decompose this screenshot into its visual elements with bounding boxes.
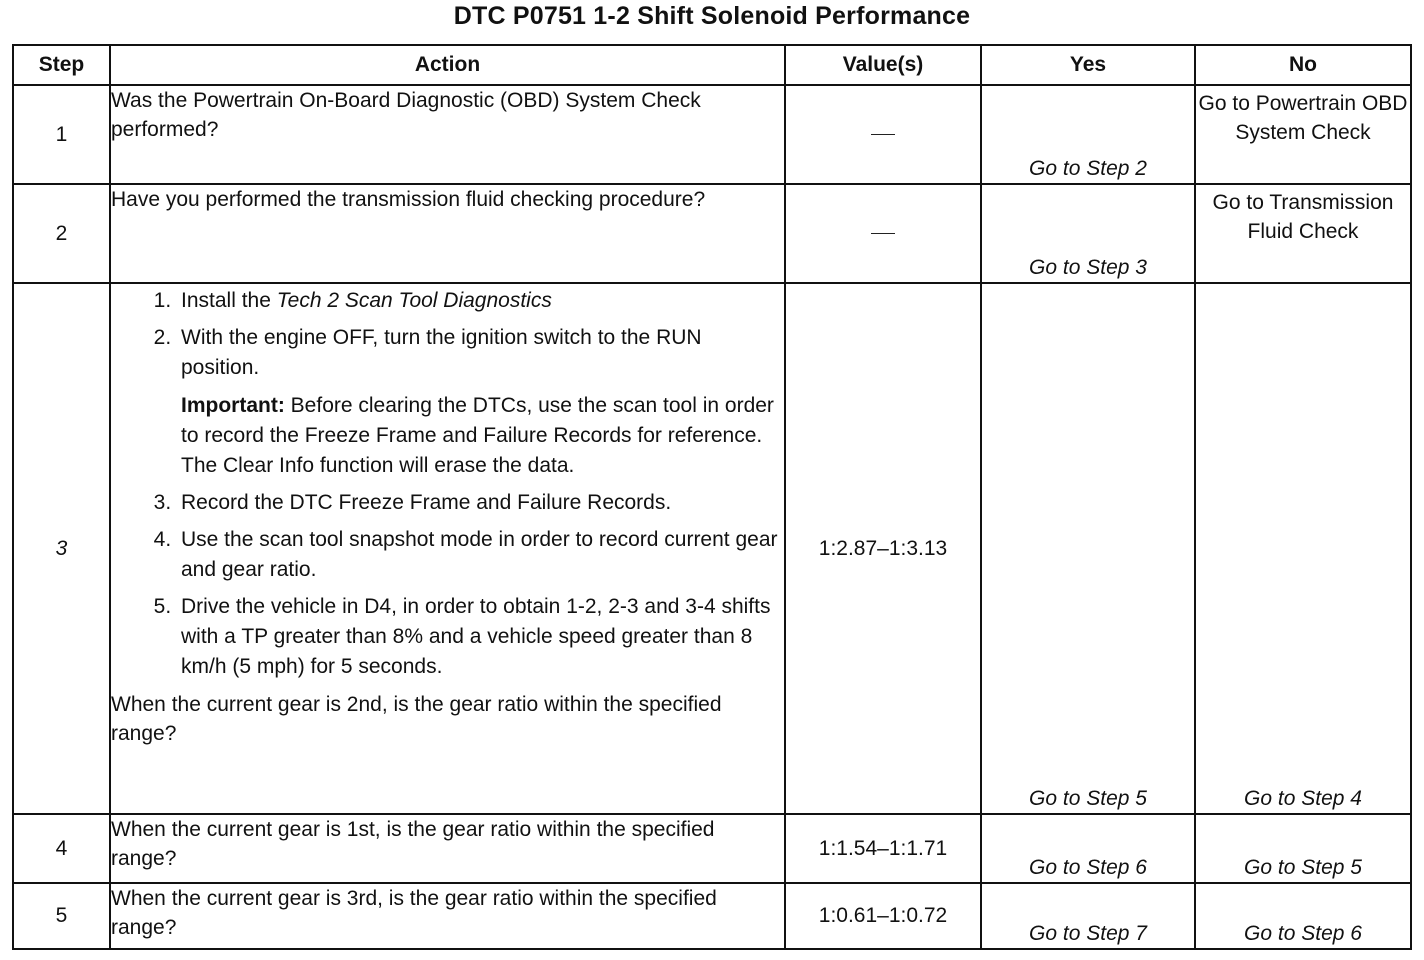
action-text: When the current gear is 3rd, is the gear ratio within the specified range? <box>110 883 785 949</box>
header-yes: Yes <box>981 45 1195 85</box>
substep-text: Drive the vehicle in D4, in order to obtain 1-2, 2-3 and 3-4 shifts with a TP greater than 8% and a vehicle speed greater than 8 km/h (5 mph) for 5 seconds. <box>181 595 771 678</box>
goto-link[interactable]: Go to Step 5 <box>1244 856 1362 879</box>
value-cell: 1:0.61–1:0.72 <box>785 883 981 949</box>
step-number: 3 <box>13 283 110 814</box>
action-text: Was the Powertrain On-Board Diagnostic (OBD) System Check performed? <box>110 85 785 184</box>
goto-link[interactable]: Go to Step 7 <box>1029 922 1147 945</box>
document-title: DTC P0751 1-2 Shift Solenoid Performance <box>453 2 971 30</box>
tool-name: Tech 2 Scan Tool Diagnostics <box>276 289 552 312</box>
value-cell <box>785 85 981 184</box>
goto-link[interactable]: Go to Step 6 <box>1029 856 1147 879</box>
substep-text: Install the <box>181 289 271 312</box>
table-row <box>13 883 1411 949</box>
dash-mark <box>871 233 895 234</box>
header-action: Action <box>110 45 785 85</box>
diagnostic-table <box>12 44 1412 950</box>
action-text <box>110 283 785 814</box>
yes-cell <box>981 283 1195 814</box>
question-text: When the current gear is 2nd, is the gear ratio within the specified range? <box>111 693 722 745</box>
value-cell <box>785 184 981 283</box>
no-cell <box>1195 283 1411 814</box>
header-values: Value(s) <box>785 45 981 85</box>
yes-cell <box>981 814 1195 883</box>
yes-cell <box>981 883 1195 949</box>
step-number: 4 <box>13 814 110 883</box>
table-row <box>13 283 1411 814</box>
step-number: 5 <box>13 883 110 949</box>
important-text: Before clearing the DTCs, use the scan tool in order to record the Freeze Frame and Failure Records for reference. The Clear Info function will erase the data. <box>181 394 774 477</box>
step-number: 1 <box>13 85 110 184</box>
value-cell: 1:2.87–1:3.13 <box>785 283 981 814</box>
header-row <box>13 45 1411 85</box>
no-cell <box>1195 184 1411 283</box>
header-step: Step <box>13 45 110 85</box>
action-text: Have you performed the transmission fluid checking procedure? <box>110 184 785 283</box>
substep-list <box>111 286 784 682</box>
substep-item <box>177 286 784 316</box>
important-label: Important: <box>181 394 285 417</box>
substep-item <box>177 323 784 481</box>
no-cell <box>1195 883 1411 949</box>
goto-link[interactable]: Go to Step 2 <box>1029 157 1147 180</box>
dash-mark <box>871 134 895 135</box>
goto-link[interactable]: Go to Powertrain OBD System Check <box>1198 92 1408 144</box>
goto-link[interactable]: Go to Step 5 <box>1029 787 1147 810</box>
goto-link[interactable]: Go to Step 3 <box>1029 256 1147 279</box>
goto-link[interactable]: Go to Transmission Fluid Check <box>1212 191 1394 243</box>
substep-text: Record the DTC Freeze Frame and Failure Records. <box>181 491 672 514</box>
yes-cell <box>981 85 1195 184</box>
substep-text: 2. With the engine OFF, turn the ignition switch to the RUN position. <box>181 326 702 379</box>
important-note <box>181 391 784 481</box>
substep-item <box>177 592 784 682</box>
header-no: No <box>1195 45 1411 85</box>
table-row <box>13 814 1411 883</box>
step-number: 2 <box>13 184 110 283</box>
substep-item <box>177 525 784 585</box>
substep-text: Use the scan tool snapshot mode in order to record current gear and gear ratio. <box>181 528 778 581</box>
no-cell <box>1195 814 1411 883</box>
action-text: When the current gear is 1st, is the gear ratio within the specified range? <box>110 814 785 883</box>
table-row <box>13 184 1411 283</box>
value-cell: 1:1.54–1:1.71 <box>785 814 981 883</box>
yes-cell <box>981 184 1195 283</box>
no-cell <box>1195 85 1411 184</box>
goto-link[interactable]: Go to Step 4 <box>1244 787 1362 810</box>
substep-item <box>177 488 784 518</box>
goto-link[interactable]: Go to Step 6 <box>1244 922 1362 945</box>
table-row <box>13 85 1411 184</box>
